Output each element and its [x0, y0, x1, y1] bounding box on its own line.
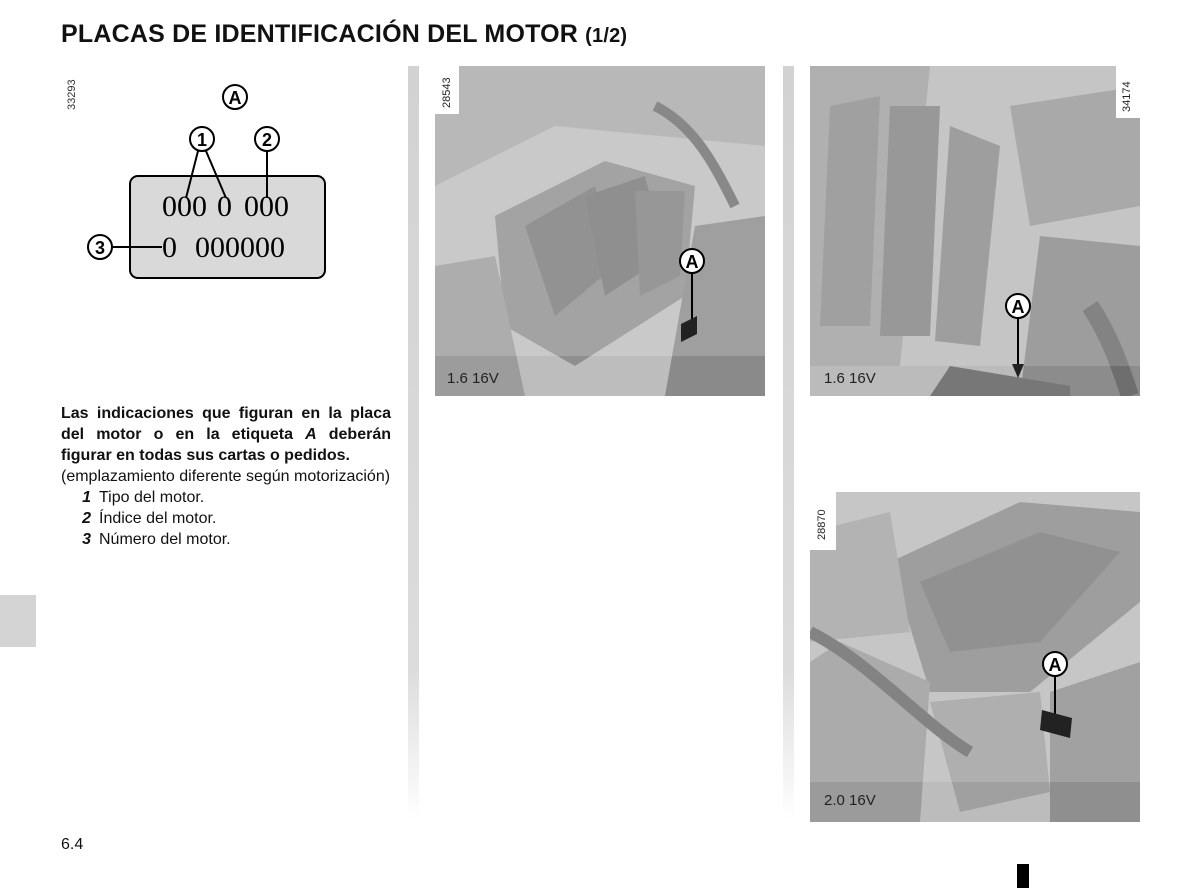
- photo-2-caption: 1.6 16V: [824, 370, 876, 387]
- engine-photo-1: [435, 66, 765, 396]
- legend-text: Índice del motor.: [99, 510, 217, 527]
- chapter-side-tab: [0, 595, 36, 647]
- engine-photo-2-image: [810, 66, 1140, 396]
- page-number: 6.4: [61, 836, 84, 853]
- callout-3-text: 3: [94, 238, 106, 258]
- photo-1-marker: A: [685, 252, 699, 272]
- section-end-mark: [1017, 864, 1029, 888]
- legend-number: 2: [82, 510, 91, 527]
- label-a-text: A: [228, 88, 242, 108]
- engine-plate-diagram: [80, 80, 340, 290]
- legend-text: Tipo del motor.: [99, 489, 205, 506]
- photo-2-ref-code: 34174: [1121, 81, 1133, 112]
- description-note: (emplazamiento diferente según motorización): [61, 468, 391, 485]
- photo-3-ref-box: [810, 492, 836, 550]
- photo-1-caption: 1.6 16V: [447, 370, 499, 387]
- plate-line2-part1: 0: [162, 231, 177, 264]
- column-divider-left: [408, 66, 419, 820]
- legend-item: [61, 529, 391, 550]
- photo-2-marker: A: [1011, 297, 1025, 317]
- engine-photo-3: [810, 492, 1140, 822]
- page-title-part: (1/2): [585, 25, 628, 47]
- plate-line2-part2: 000000: [195, 231, 285, 264]
- plate-line1-part2: 0: [217, 190, 232, 223]
- legend-text: Número del motor.: [99, 531, 231, 548]
- page-title: [61, 20, 627, 49]
- legend-number: 3: [82, 531, 91, 548]
- description-bold: [61, 403, 391, 466]
- description-bold-1: Las indicaciones que figuran en la placa del motor o en la etiqueta: [61, 405, 391, 443]
- photo-3-marker: A: [1048, 655, 1062, 675]
- engine-photo-3-image: [810, 492, 1140, 822]
- description-bold-2: deberán figurar en todas sus cartas o pedidos.: [61, 426, 392, 464]
- plate-line1-part1: 000: [162, 190, 207, 223]
- photo-2-ref-box: [1116, 66, 1140, 118]
- engine-photo-2: [810, 66, 1140, 396]
- callout-2-text: 2: [261, 130, 273, 150]
- photo-1-ref-box: [435, 66, 459, 114]
- legend-item: [61, 487, 391, 508]
- plate-line1-part3: 000: [244, 190, 289, 223]
- photo-1-ref-code: 28543: [441, 77, 453, 108]
- photo-3-ref-code: 28870: [816, 509, 828, 540]
- photo-3-caption: 2.0 16V: [824, 792, 876, 809]
- description-block: [61, 403, 391, 550]
- legend-number: 1: [82, 489, 91, 506]
- legend-item: [61, 508, 391, 529]
- callout-1-text: 1: [196, 130, 208, 150]
- column-divider-right: [783, 66, 794, 820]
- engine-photo-1-image: [435, 66, 765, 396]
- page-title-text: PLACAS DE IDENTIFICACIÓN DEL MOTOR: [61, 20, 579, 48]
- description-bold-italic: A: [305, 426, 317, 443]
- figure-ref-code: 33293: [66, 79, 78, 110]
